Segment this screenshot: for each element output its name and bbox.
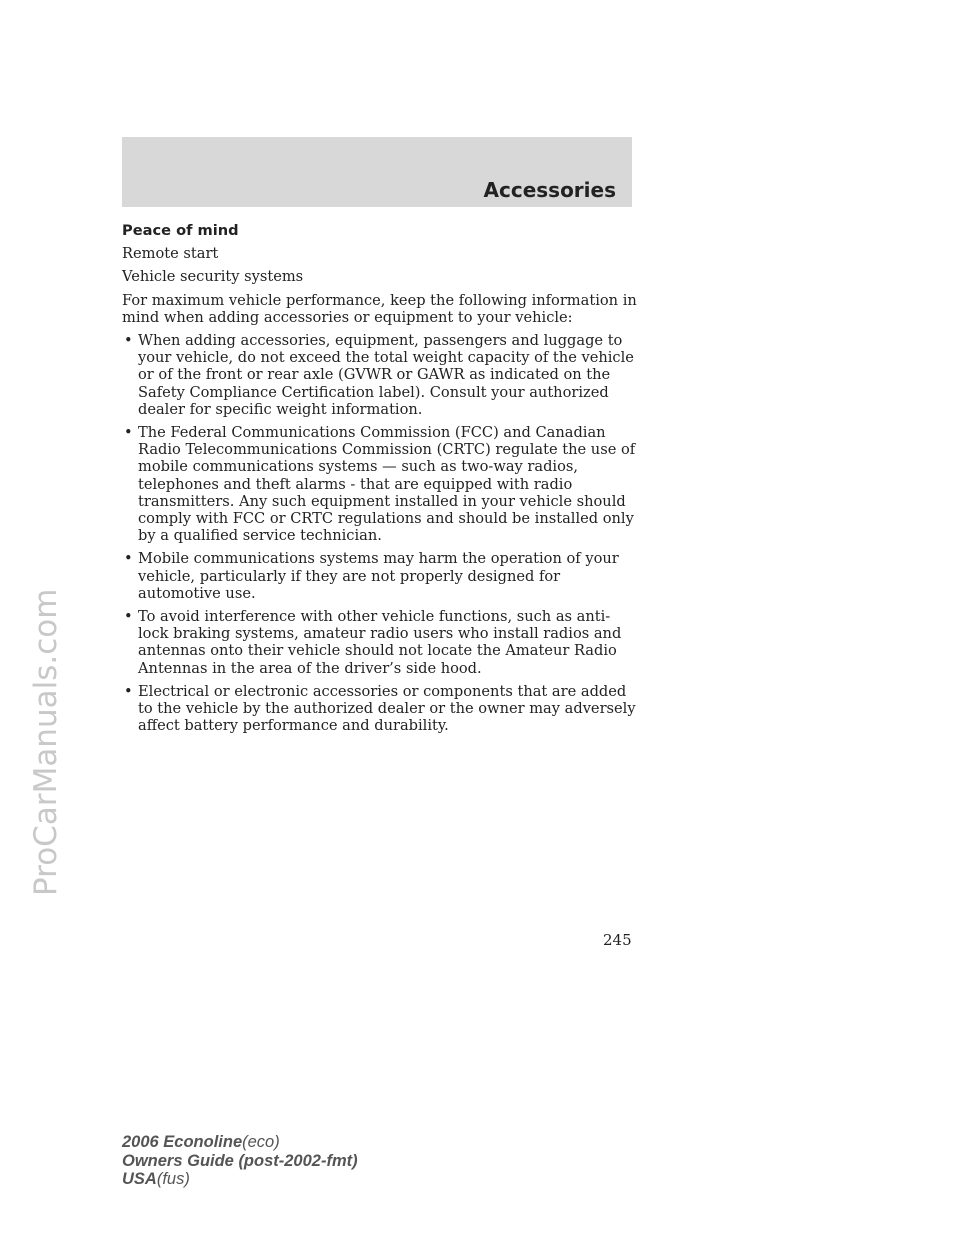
section-heading: Peace of mind <box>122 222 239 239</box>
bullet-text: The Federal Communications Commission (FCC) and Canadian Radio Telecommunications Commission (CRTC) regulate the use of mobile communications systems — such as two-way radios, telephones and theft alarms - that are equipped with radio transmitters. Any such equipment installed in your vehicle should comply with FCC or CRTC regulations and should be installed only by a qualified service technician. <box>138 424 636 545</box>
bullet-item <box>122 332 638 418</box>
footer-line-market <box>122 1170 358 1189</box>
document-footer <box>122 1133 358 1189</box>
watermark-text: ProCarManuals.com <box>28 588 64 896</box>
watermark <box>8 340 68 900</box>
bullet-item <box>122 550 638 602</box>
page-content <box>122 222 638 740</box>
bullet-item <box>122 608 638 677</box>
section-title: Accessories <box>483 178 616 202</box>
bullet-icon: • <box>124 424 133 442</box>
paragraph-remote-start: Remote start <box>122 245 219 263</box>
footer-line-model <box>122 1133 358 1152</box>
bullet-list <box>122 332 638 734</box>
bullet-item <box>122 424 638 544</box>
page-number: 245 <box>603 931 632 949</box>
bullet-icon: • <box>124 608 133 626</box>
paragraph-security-systems: Vehicle security systems <box>122 268 304 286</box>
bullet-text: When adding accessories, equipment, passengers and luggage to your vehicle, do not exceed the total weight capacity of the vehicle or of the front or rear axle (GVWR or GAWR as indicated on the Safety Compliance Certification label). Consult your authorized dealer for specific weight information. <box>138 332 634 418</box>
bullet-icon: • <box>124 682 133 700</box>
section-header <box>122 137 632 207</box>
bullet-icon: • <box>124 332 133 350</box>
bullet-item <box>122 683 638 735</box>
bullet-text: To avoid interference with other vehicle functions, such as anti-lock braking systems, amateur radio users who install radios and antennas onto their vehicle should not locate the Amateur Radio Antennas in the area of the driver’s side hood. <box>138 608 622 677</box>
paragraph-intro: For maximum vehicle performance, keep the following information in mind when adding accessories or equipment to your vehicle: <box>122 291 637 326</box>
footer-guide-name: Owners Guide (post-2002-fmt) <box>122 1151 358 1170</box>
footer-line-guide <box>122 1152 358 1171</box>
footer-market-name: USA <box>122 1170 157 1188</box>
bullet-text: Electrical or electronic accessories or components that are added to the vehicle by the authorized dealer or the owner may adversely affect battery performance and durability. <box>138 682 636 735</box>
bullet-text: Mobile communications systems may harm the operation of your vehicle, particularly if they are not properly designed for automotive use. <box>138 550 619 602</box>
bullet-icon: • <box>124 550 133 568</box>
footer-model-code: (eco) <box>242 1133 280 1151</box>
footer-model-name: 2006 Econoline <box>122 1133 243 1151</box>
footer-market-code: (fus) <box>156 1170 190 1188</box>
